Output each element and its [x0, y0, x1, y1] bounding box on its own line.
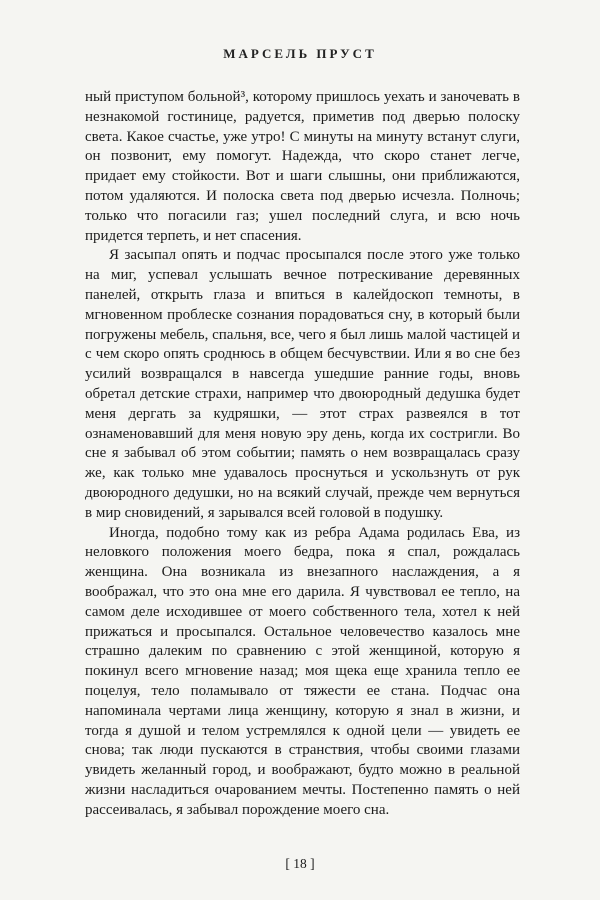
running-header: МАРСЕЛЬ ПРУСТ: [223, 46, 377, 61]
paragraph-continuation: ный приступом больной³, которому пришлось уехать и заночевать в незнакомой гостинице, радуется, приметив под дверью полоску света. Какое счастье, уже утро! С минуты на минуту встанут слуги, он позвонит, ему помогут. Надежда, что скоро станет легче, придает ему стойкости. Вот и шаги слышны, они приближаются, потом удаляются. И полоска света под дверью исчезла. Полночь; только что погасили газ; ушел последний слуга, и всю ночь придется терпеть, и нет спасения.: [85, 89, 520, 244]
paragraph: Иногда, подобно тому как из ребра Адама родилась Ева, из неловкого положения моего бедра, пока я спал, рождалась женщина. Она возникала из внезапного наслаждения, а я воображал, что это она мне его дарила. Я чувствовал ее тепло, на самом деле исходившее от моего собственного тела, хотел к ней прижаться и просыпался. Остальное человечество казалось мне страшно далеким по сравнению с этой женщиной, которую я покинул всего мгновение назад; моя щека еще хранила тепло ее поцелуя, тело поламывало от тяжести ее стана. Подчас она напоминала чертами лица женщину, которую я знал в жизни, и тогда я душой и телом устремлялся к одной цели — увидеть ее снова; так люди пускаются в странствия, чтобы своими глазами увидеть желанный город, и воображают, будто можно в реальной жизни насладиться очарованием мечты. Постепенно память о ней рассеивалась, я забывал порождение моего сна.: [85, 524, 520, 818]
text-block: [0, 88, 600, 820]
paragraph: Я засыпал опять и подчас просыпался после этого уже только на миг, успевал услышать вечное потрескивание деревянных панелей, открыть глаза и впиться в калейдоскоп темноты, в мгновенном проблеске сознания порадоваться сну, в который были погружены мебель, спальня, все, чего я был лишь малой частицей и с чем скоро опять сроднюсь в общем бесчувствии. Или я во сне без усилий возвращался в навсегда ушедшие ранние годы, вновь обретал детские страхи, например что двоюродный дедушка будет меня дергать за кудряшки, — этот страх развеялся в тот ознаменовавший для меня новую эру день, когда их состригли. Во сне я забывал об этом событии; память о нем возвращалась сразу же, как только мне удавалось проснуться и ускользнуть от рук двоюродного дедушки, но на всякий случай, прежде чем вернуться в мир сновидений, я зарывался всей головой в подушку.: [85, 247, 520, 521]
page-number: [ 18 ]: [285, 856, 315, 871]
